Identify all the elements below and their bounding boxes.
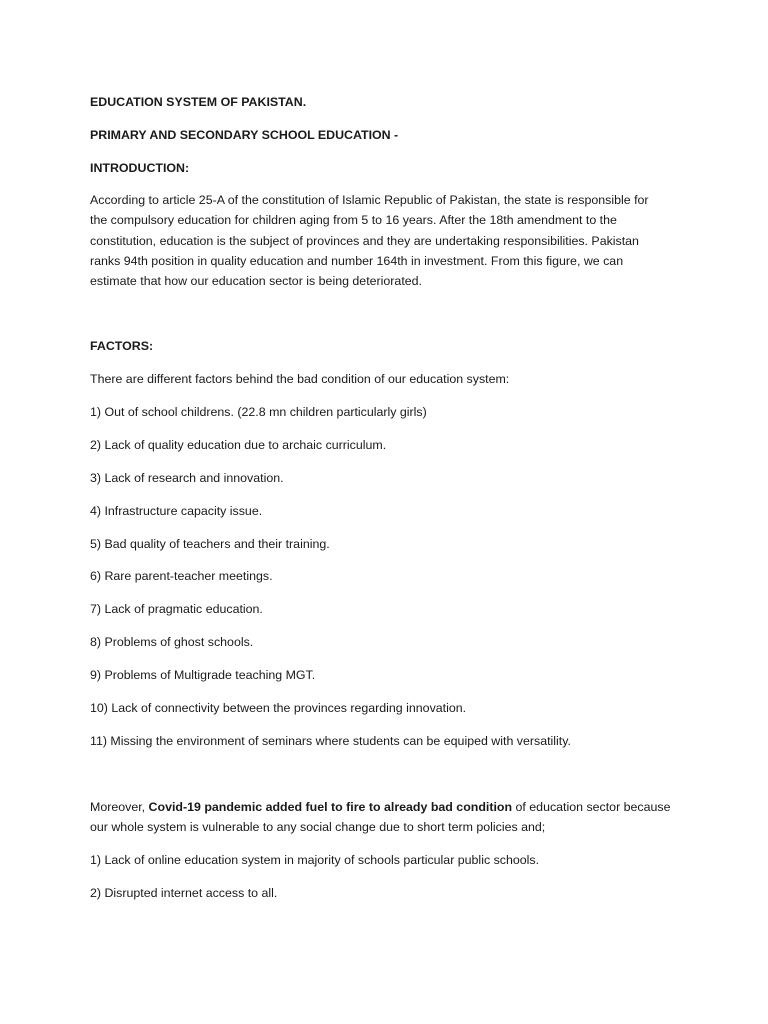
factor-item: 1) Out of school childrens. (22.8 mn children particularly girls): [90, 405, 427, 419]
factor-item: 5) Bad quality of teachers and their training.: [90, 537, 330, 551]
document-title: EDUCATION SYSTEM OF PAKISTAN.: [90, 95, 307, 109]
factor-item: 9) Problems of Multigrade teaching MGT.: [90, 668, 316, 682]
introduction-line: According to article 25-A of the constitution of Islamic Republic of Pakistan, the state is responsible for: [90, 193, 649, 207]
introduction-heading: INTRODUCTION:: [90, 161, 190, 175]
factor-item: 11) Missing the environment of seminars where students can be equiped with versatility.: [90, 734, 571, 748]
covid-paragraph: [90, 797, 680, 838]
factors-heading: FACTORS:: [90, 339, 154, 353]
factor-item: 4) Infrastructure capacity issue.: [90, 504, 263, 518]
introduction-line: ranks 94th position in quality education and number 164th in investment. From this figure, we can: [90, 253, 624, 268]
covid-bold-phrase: Covid-19 pandemic added fuel to fire to already bad condition: [148, 800, 513, 814]
factor-item: 2) Lack of quality education due to archaic curriculum.: [90, 438, 387, 452]
covid-line-2: our whole system is vulnerable to any social change due to short term policies and;: [90, 820, 546, 835]
introduction-line: estimate that how our education sector is being deteriorated.: [90, 274, 422, 289]
factor-item: 8) Problems of ghost schools.: [90, 635, 254, 649]
factor-item: 3) Lack of research and innovation.: [90, 471, 284, 485]
introduction-paragraph: [90, 190, 680, 291]
introduction-line: constitution, education is the subject of provinces and they are undertaking responsibilities. Pakistan: [90, 233, 639, 248]
covid-point: 1) Lack of online education system in majority of schools particular public schools.: [90, 853, 540, 867]
introduction-line: the compulsory education for children aging from 5 to 16 years. After the 18th amendment to the: [90, 213, 617, 228]
factors-intro: There are different factors behind the bad condition of our education system:: [90, 372, 510, 386]
covid-prefix: Moreover,: [90, 800, 149, 814]
factor-item: 6) Rare parent-teacher meetings.: [90, 569, 273, 583]
covid-point: 2) Disrupted internet access to all.: [90, 886, 278, 900]
factor-item: 7) Lack of pragmatic education.: [90, 602, 263, 616]
factor-item: 10) Lack of connectivity between the provinces regarding innovation.: [90, 701, 467, 715]
covid-line-1: [90, 797, 680, 817]
document-subtitle: PRIMARY AND SECONDARY SCHOOL EDUCATION -: [90, 128, 399, 142]
covid-suffix: of education sector because: [512, 800, 671, 814]
